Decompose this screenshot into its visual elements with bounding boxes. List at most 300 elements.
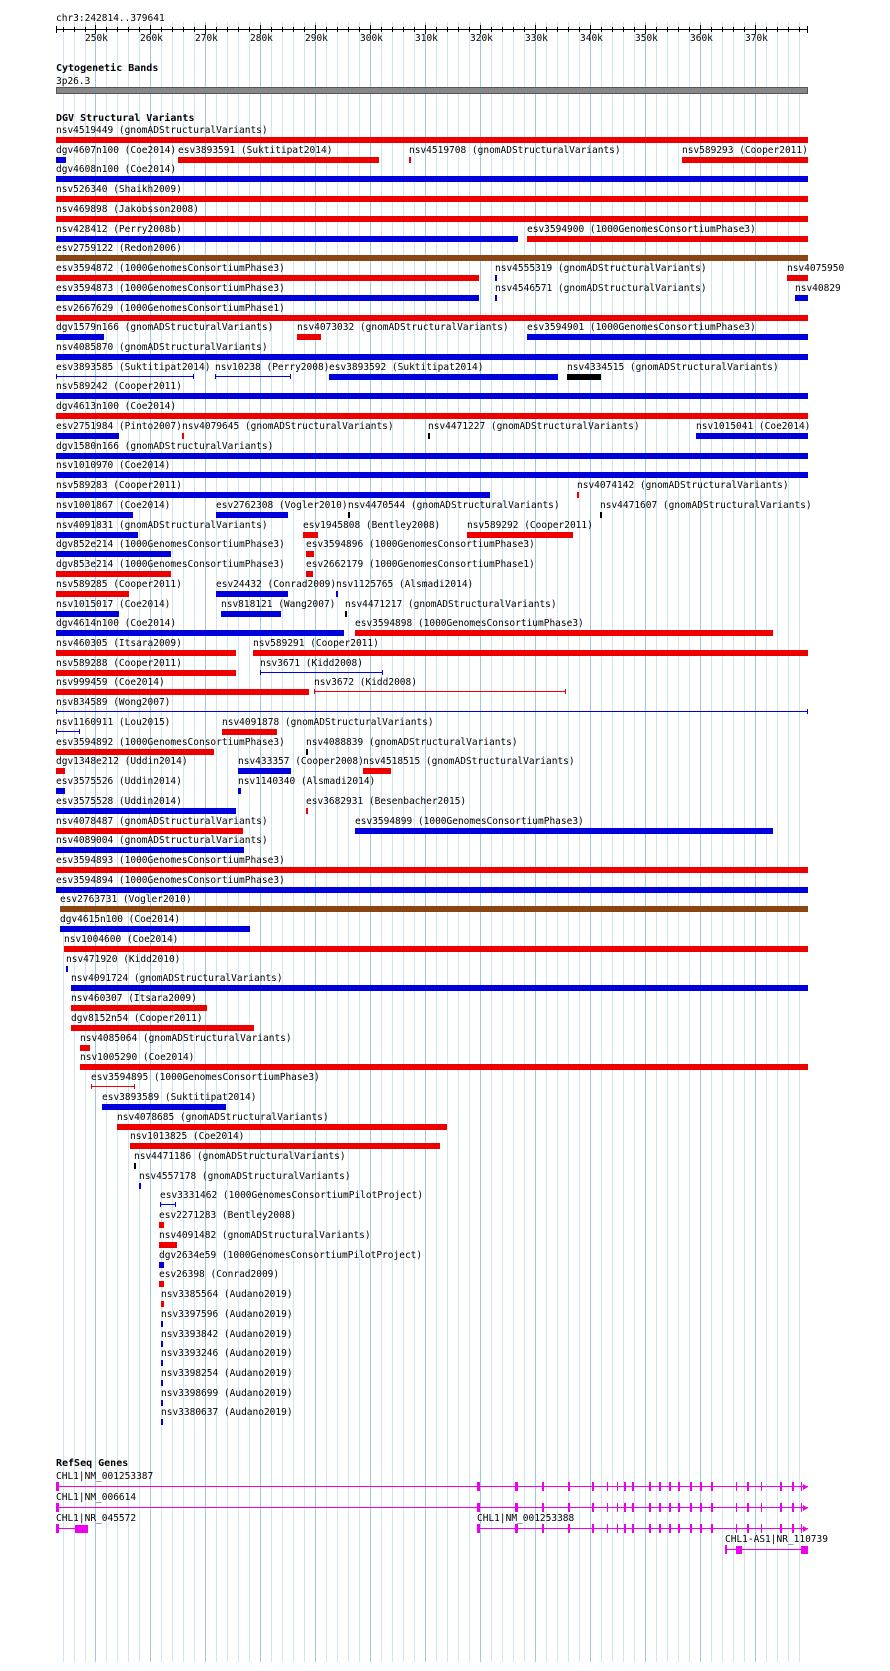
variant-label: nsv4518515 (gnomADStructuralVariants)	[363, 756, 575, 767]
variant-bar[interactable]	[56, 157, 66, 163]
grid-line	[755, 22, 756, 1662]
gene-exon[interactable]	[624, 1524, 626, 1533]
variant-bar[interactable]	[56, 571, 171, 577]
variant-label: nsv1013825 (Coe2014)	[130, 1131, 245, 1142]
variant-bar[interactable]	[56, 137, 808, 143]
variant-bar[interactable]	[161, 1321, 163, 1327]
variant-label: nsv469898 (Jakobsson2008)	[56, 204, 199, 215]
variant-bar[interactable]	[238, 768, 291, 774]
gene-exon[interactable]	[624, 1503, 626, 1512]
variant-line-start	[314, 689, 315, 694]
variant-label: nsv1005290 (Coe2014)	[80, 1052, 195, 1063]
variant-label: esv3682931 (Besenbacher2015)	[306, 796, 467, 807]
variant-bar[interactable]	[102, 1104, 226, 1110]
ruler-tick	[381, 27, 382, 32]
variant-bar[interactable]	[56, 630, 344, 636]
variant-bar[interactable]	[159, 1222, 164, 1228]
variant-bar[interactable]	[355, 828, 773, 834]
gene-exon[interactable]	[678, 1482, 680, 1491]
gene-exon[interactable]	[736, 1524, 737, 1533]
variant-bar[interactable]	[56, 887, 808, 893]
variant-line[interactable]	[56, 731, 80, 732]
ruler-tick-label: 340k	[580, 33, 603, 44]
variant-bar[interactable]	[161, 1419, 163, 1425]
ruler-tick-label: 360k	[690, 33, 713, 44]
variant-label: nsv999459 (Coe2014)	[56, 677, 165, 688]
variant-bar[interactable]	[495, 295, 497, 301]
variant-bar[interactable]	[56, 689, 309, 695]
variant-bar[interactable]	[238, 788, 241, 794]
gene-exon[interactable]	[607, 1524, 608, 1533]
gene-exon[interactable]	[568, 1503, 570, 1512]
variant-bar[interactable]	[56, 433, 119, 439]
gene-intron-line[interactable]	[56, 1486, 808, 1487]
variant-line-start	[56, 729, 57, 734]
variant-bar[interactable]	[56, 216, 808, 222]
gene-exon[interactable]	[515, 1524, 518, 1533]
ruler-tick	[667, 27, 668, 32]
variant-label: nsv4085064 (gnomADStructuralVariants)	[80, 1033, 292, 1044]
ruler-tick	[392, 27, 393, 32]
gene-exon[interactable]	[515, 1503, 518, 1512]
variant-line-end	[134, 1084, 135, 1089]
variant-bar[interactable]	[56, 472, 808, 478]
variant-bar[interactable]	[495, 275, 497, 281]
variant-bar[interactable]	[161, 1360, 163, 1366]
ruler-tick	[139, 27, 140, 32]
ruler-tick	[161, 27, 162, 32]
variant-label: dgv8152n54 (Cooper2011)	[71, 1013, 203, 1024]
ruler-tick	[722, 27, 723, 32]
variant-bar[interactable]	[60, 906, 808, 912]
variant-bar[interactable]	[600, 512, 602, 518]
variant-line[interactable]	[56, 711, 808, 712]
ruler-tick	[249, 27, 250, 32]
variant-bar[interactable]	[182, 433, 184, 439]
gene-exon[interactable]	[761, 1482, 762, 1491]
variant-label: nsv4075950	[787, 263, 845, 274]
variant-bar[interactable]	[348, 512, 350, 518]
gene-exon[interactable]	[607, 1503, 608, 1512]
variant-line[interactable]	[56, 376, 194, 377]
variant-bar[interactable]	[363, 768, 391, 774]
gene-exon[interactable]	[780, 1524, 782, 1533]
ruler-right-arrow	[807, 26, 808, 33]
variant-label: nsv4471217 (gnomADStructuralVariants)	[345, 599, 557, 610]
gene-exon[interactable]	[617, 1503, 618, 1512]
variant-bar[interactable]	[56, 196, 808, 202]
gene-exon[interactable]	[736, 1482, 737, 1491]
gene-exon[interactable]	[761, 1524, 762, 1533]
variant-bar[interactable]	[306, 571, 313, 577]
gene-exon[interactable]	[801, 1524, 802, 1533]
ruler-tick	[689, 27, 690, 32]
variant-label: nsv1140340 (Alsmadi2014)	[238, 776, 376, 787]
variant-bar[interactable]	[222, 729, 277, 735]
variant-label: nsv4470544 (gnomADStructuralVariants)	[348, 500, 560, 511]
variant-bar[interactable]	[567, 374, 601, 380]
gene-exon[interactable]	[542, 1524, 544, 1533]
variant-label: nsv1125765 (Alsmadi2014)	[336, 579, 474, 590]
grid-line	[458, 22, 459, 1662]
variant-label: dgv853e214 (1000GenomesConsortiumPhase3)	[56, 559, 285, 570]
variant-label: nsv1015017 (Coe2014)	[56, 599, 171, 610]
gene-exon[interactable]	[725, 1545, 727, 1554]
dgv-track-title: DGV Structural Variants	[56, 113, 195, 124]
variant-bar[interactable]	[159, 1281, 164, 1287]
variant-label: nsv834589 (Wong2007)	[56, 697, 171, 708]
variant-label: nsv4519708 (gnomADStructuralVariants)	[409, 145, 621, 156]
ruler-tick	[656, 27, 657, 32]
gene-exon[interactable]	[761, 1503, 762, 1512]
variant-bar[interactable]	[682, 157, 808, 163]
variant-label: esv2762308 (Vogler2010)	[216, 500, 348, 511]
gene-exon[interactable]	[669, 1482, 671, 1491]
variant-bar[interactable]	[56, 413, 808, 419]
variant-bar[interactable]	[159, 1262, 164, 1268]
variant-bar[interactable]	[161, 1380, 163, 1386]
gene-strand-arrow	[803, 1484, 808, 1490]
gene-exon[interactable]	[736, 1546, 742, 1554]
gene-exon[interactable]	[792, 1524, 794, 1533]
grid-line	[392, 22, 393, 1662]
gene-exon[interactable]	[56, 1524, 59, 1533]
variant-bar[interactable]	[56, 828, 243, 834]
variant-bar[interactable]	[178, 157, 379, 163]
gene-exon[interactable]	[711, 1482, 713, 1491]
variant-line[interactable]	[215, 376, 291, 377]
grid-line	[777, 22, 778, 1662]
variant-label: nsv1010970 (Coe2014)	[56, 460, 171, 471]
cyto-band-bar[interactable]	[56, 87, 808, 94]
gene-exon[interactable]	[700, 1524, 702, 1533]
ruler-tick	[788, 27, 789, 32]
gene-exon[interactable]	[632, 1503, 634, 1512]
gene-exon[interactable]	[711, 1524, 713, 1533]
variant-bar[interactable]	[297, 334, 321, 340]
variant-line[interactable]	[160, 1204, 176, 1205]
refseq-track-title: RefSeq Genes	[56, 1458, 129, 1469]
variant-line[interactable]	[91, 1086, 135, 1087]
gene-exon[interactable]	[678, 1524, 680, 1533]
ruler-tick	[106, 27, 107, 32]
grid-line	[436, 22, 437, 1662]
ruler-tick	[711, 27, 712, 32]
gene-exon[interactable]	[649, 1524, 651, 1533]
ruler-tick	[469, 27, 470, 32]
variant-bar[interactable]	[159, 1242, 177, 1248]
gene-exon[interactable]	[632, 1482, 634, 1491]
variant-bar[interactable]	[577, 492, 579, 498]
locus-label: chr3:242814..379641	[56, 13, 165, 24]
variant-line-end	[193, 374, 194, 379]
gene-exon[interactable]	[515, 1482, 518, 1491]
gene-exon[interactable]	[477, 1482, 480, 1491]
variant-bar[interactable]	[56, 650, 236, 656]
gene-exon[interactable]	[649, 1503, 651, 1512]
variant-bar[interactable]	[56, 808, 236, 814]
variant-label: nsv4091724 (gnomADStructuralVariants)	[71, 973, 283, 984]
gene-strand-arrow	[803, 1547, 808, 1553]
variant-bar[interactable]	[56, 591, 129, 597]
variant-label: esv3594899 (1000GenomesConsortiumPhase3)	[355, 816, 584, 827]
gene-exon[interactable]	[747, 1482, 749, 1491]
variant-bar[interactable]	[696, 433, 808, 439]
ruler-tick	[744, 27, 745, 32]
variant-line[interactable]	[260, 672, 383, 673]
ruler-tick	[238, 27, 239, 32]
variant-bar[interactable]	[56, 551, 171, 557]
variant-label: esv26398 (Conrad2009)	[159, 1269, 280, 1280]
variant-label: dgv4615n100 (Coe2014)	[60, 914, 181, 925]
gene-exon[interactable]	[607, 1482, 608, 1491]
gene-exon[interactable]	[690, 1524, 692, 1533]
variant-bar[interactable]	[80, 1045, 90, 1051]
gene-exon[interactable]	[690, 1482, 692, 1491]
ruler-tick	[568, 27, 569, 32]
gene-exon[interactable]	[780, 1503, 782, 1512]
variant-bar[interactable]	[306, 749, 308, 755]
variant-label: nsv433357 (Cooper2008)	[238, 756, 364, 767]
gene-exon[interactable]	[477, 1503, 480, 1512]
variant-label: esv2763731 (Vogler2010)	[60, 894, 192, 905]
gene-exon[interactable]	[592, 1482, 594, 1491]
ruler-tick	[458, 27, 459, 32]
variant-label: nsv3672 (Kidd2008)	[314, 677, 417, 688]
grid-line	[326, 22, 327, 1662]
variant-bar[interactable]	[71, 1005, 207, 1011]
ruler-tick	[678, 27, 679, 32]
variant-bar[interactable]	[60, 926, 250, 932]
variant-bar[interactable]	[80, 1064, 808, 1070]
variant-bar[interactable]	[355, 630, 773, 636]
variant-bar[interactable]	[56, 275, 479, 281]
gene-exon[interactable]	[592, 1503, 594, 1512]
variant-label: nsv589288 (Cooper2011)	[56, 658, 182, 669]
gene-exon[interactable]	[56, 1503, 59, 1512]
variant-label: nsv4088839 (gnomADStructuralVariants)	[306, 737, 518, 748]
variant-bar[interactable]	[56, 295, 479, 301]
grid-line	[359, 22, 360, 1662]
gene-strand-arrow	[803, 1526, 808, 1532]
variant-line-start	[56, 374, 57, 379]
variant-label: nsv4078487 (gnomADStructuralVariants)	[56, 816, 268, 827]
gene-exon[interactable]	[659, 1524, 661, 1533]
grid-line	[293, 22, 294, 1662]
gene-exon[interactable]	[617, 1524, 618, 1533]
variant-label: nsv526340 (Shaikh2009)	[56, 184, 182, 195]
variant-bar[interactable]	[527, 236, 808, 242]
ruler-tick	[447, 27, 448, 32]
ruler-tick	[293, 27, 294, 32]
gene-exon[interactable]	[747, 1503, 749, 1512]
variant-label: esv3575526 (Uddin2014)	[56, 776, 182, 787]
variant-label: nsv4074142 (gnomADStructuralVariants)	[577, 480, 789, 491]
variant-bar[interactable]	[216, 512, 288, 518]
gene-exon[interactable]	[568, 1524, 570, 1533]
gene-exon[interactable]	[669, 1503, 671, 1512]
ruler-tick-label: 260k	[140, 33, 163, 44]
grid-line	[722, 22, 723, 1662]
variant-label: nsv4471607 (gnomADStructuralVariants)	[600, 500, 812, 511]
variant-bar[interactable]	[130, 1143, 440, 1149]
variant-bar[interactable]	[345, 611, 347, 617]
variant-bar[interactable]	[134, 1163, 136, 1169]
variant-bar[interactable]	[336, 591, 338, 597]
variant-label: esv3594894 (1000GenomesConsortiumPhase3)	[56, 875, 285, 886]
variant-bar[interactable]	[139, 1183, 141, 1189]
gene-exon[interactable]	[632, 1524, 634, 1533]
variant-bar[interactable]	[161, 1400, 163, 1406]
variant-label: nsv4085870 (gnomADStructuralVariants)	[56, 342, 268, 353]
variant-label: esv3594873 (1000GenomesConsortiumPhase3)	[56, 283, 285, 294]
variant-bar[interactable]	[56, 670, 236, 676]
variant-bar[interactable]	[306, 808, 308, 814]
gene-exon[interactable]	[690, 1503, 692, 1512]
grid-line	[744, 22, 745, 1662]
variant-bar[interactable]	[56, 749, 214, 755]
gene-exon[interactable]	[659, 1503, 661, 1512]
gene-strand-arrow	[83, 1526, 88, 1532]
variant-label: nsv3671 (Kidd2008)	[260, 658, 363, 669]
gene-exon[interactable]	[700, 1482, 702, 1491]
gene-intron-line[interactable]	[56, 1507, 808, 1508]
gene-exon[interactable]	[649, 1482, 651, 1491]
ruler-tick	[799, 27, 800, 32]
ruler-tick	[546, 27, 547, 32]
variant-label: esv3893585 (Suktitipat2014)	[56, 362, 211, 373]
gene-label: CHL1|NR_045572	[56, 1513, 137, 1524]
gene-exon[interactable]	[542, 1482, 544, 1491]
gene-exon[interactable]	[700, 1503, 702, 1512]
variant-label: nsv3393842 (Audano2019)	[161, 1329, 293, 1340]
variant-line-start	[215, 374, 216, 379]
variant-label: esv2759122 (Redon2006)	[56, 243, 182, 254]
gene-exon[interactable]	[542, 1503, 544, 1512]
gene-exon[interactable]	[477, 1524, 480, 1533]
variant-line-start	[91, 1084, 92, 1089]
variant-bar[interactable]	[306, 551, 314, 557]
variant-label: nsv818121 (Wang2007)	[221, 599, 336, 610]
gene-exon[interactable]	[801, 1482, 802, 1491]
ruler-tick	[579, 27, 580, 32]
ruler-tick	[414, 27, 415, 32]
variant-bar[interactable]	[56, 532, 138, 538]
ruler-tick	[601, 27, 602, 32]
variant-bar[interactable]	[56, 492, 490, 498]
variant-bar[interactable]	[161, 1341, 163, 1347]
gene-exon[interactable]	[801, 1503, 802, 1512]
gene-exon[interactable]	[780, 1482, 782, 1491]
variant-bar[interactable]	[221, 611, 281, 617]
ruler-tick	[117, 27, 118, 32]
grid-line	[469, 22, 470, 1662]
variant-bar[interactable]	[56, 315, 808, 321]
variant-bar[interactable]	[56, 393, 808, 399]
variant-bar[interactable]	[329, 374, 558, 380]
ruler-tick	[524, 27, 525, 32]
gene-exon[interactable]	[711, 1503, 713, 1512]
variant-bar[interactable]	[56, 255, 808, 261]
variant-line-start	[160, 1202, 161, 1207]
variant-bar[interactable]	[56, 768, 65, 774]
variant-bar[interactable]	[56, 867, 808, 873]
ruler-left-arrow	[56, 26, 57, 33]
variant-bar[interactable]	[428, 433, 430, 439]
variant-bar[interactable]	[795, 295, 808, 301]
variant-bar[interactable]	[117, 1124, 447, 1130]
variant-bar[interactable]	[56, 176, 808, 182]
variant-bar[interactable]	[161, 1301, 164, 1307]
variant-bar[interactable]	[409, 157, 411, 163]
variant-label: esv3594900 (1000GenomesConsortiumPhase3)	[527, 224, 756, 235]
ruler-tick	[227, 27, 228, 32]
gene-exon[interactable]	[624, 1482, 626, 1491]
variant-bar[interactable]	[56, 334, 104, 340]
variant-label: dgv4608n100 (Coe2014)	[56, 164, 177, 175]
gene-exon[interactable]	[669, 1524, 671, 1533]
variant-bar[interactable]	[56, 354, 808, 360]
variant-bar[interactable]	[467, 532, 573, 538]
variant-line[interactable]	[314, 691, 566, 692]
gene-exon[interactable]	[792, 1503, 794, 1512]
variant-label: nsv471920 (Kidd2010)	[66, 954, 181, 965]
grid-line	[337, 22, 338, 1662]
variant-label: nsv4078685 (gnomADStructuralVariants)	[117, 1112, 329, 1123]
gene-exon[interactable]	[678, 1503, 680, 1512]
variant-bar[interactable]	[66, 966, 68, 972]
ruler-tick-label: 300k	[360, 33, 383, 44]
variant-bar[interactable]	[56, 611, 119, 617]
gene-exon[interactable]	[617, 1482, 618, 1491]
ruler-tick	[74, 27, 75, 32]
gene-exon[interactable]	[747, 1524, 749, 1533]
gene-exon[interactable]	[56, 1482, 59, 1491]
ruler-tick	[359, 27, 360, 32]
variant-label: nsv589292 (Cooper2011)	[467, 520, 593, 531]
variant-label: esv3893589 (Suktitipat2014)	[102, 1092, 257, 1103]
variant-bar[interactable]	[303, 532, 318, 538]
variant-bar[interactable]	[527, 334, 808, 340]
variant-bar[interactable]	[71, 1025, 254, 1031]
variant-bar[interactable]	[56, 236, 518, 242]
gene-intron-line[interactable]	[477, 1528, 808, 1529]
gene-exon[interactable]	[736, 1503, 737, 1512]
variant-bar[interactable]	[56, 788, 65, 794]
variant-bar[interactable]	[71, 985, 808, 991]
ruler-tick-label: 250k	[85, 33, 108, 44]
variant-bar[interactable]	[56, 847, 244, 853]
variant-label: nsv1015041 (Coe2014)	[696, 421, 811, 432]
variant-bar[interactable]	[56, 512, 133, 518]
variant-bar[interactable]	[787, 275, 808, 281]
variant-bar[interactable]	[56, 453, 808, 459]
variant-label: dgv4613n100 (Coe2014)	[56, 401, 177, 412]
gene-exon[interactable]	[568, 1482, 570, 1491]
gene-exon[interactable]	[659, 1482, 661, 1491]
gene-exon[interactable]	[792, 1482, 794, 1491]
variant-label: nsv4555319 (gnomADStructuralVariants)	[495, 263, 707, 274]
variant-bar[interactable]	[216, 591, 288, 597]
variant-line-end	[565, 689, 566, 694]
variant-bar[interactable]	[253, 650, 808, 656]
variant-label: nsv4079645 (gnomADStructuralVariants)	[182, 421, 394, 432]
ruler-tick	[128, 27, 129, 32]
gene-exon[interactable]	[592, 1524, 594, 1533]
variant-bar[interactable]	[64, 946, 808, 952]
ruler-tick	[172, 27, 173, 32]
grid-line	[403, 22, 404, 1662]
